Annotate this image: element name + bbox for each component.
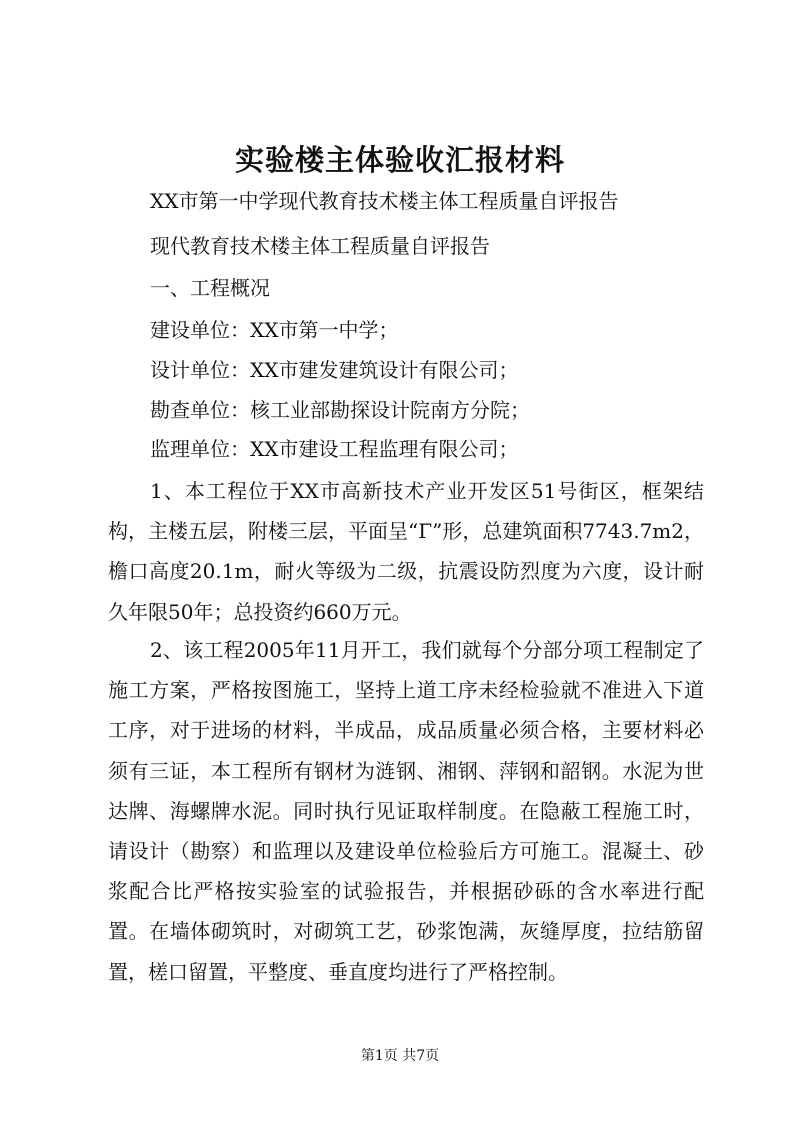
subtitle-report: 现代教育技术楼主体工程质量自评报告: [150, 234, 490, 258]
section-heading-overview: 一、工程概况: [150, 276, 270, 300]
page-title: 实验楼主体验收汇报材料: [234, 143, 565, 177]
info-survey-unit: 勘查单位：核工业部勘探设计院南方分院；: [150, 398, 530, 422]
subtitle-school-report: XX市第一中学现代教育技术楼主体工程质量自评报告: [150, 189, 619, 213]
info-construction-unit: 建设单位：XX市第一中学；: [150, 318, 399, 342]
info-design-unit: 设计单位：XX市建发建筑设计有限公司；: [150, 358, 519, 382]
info-supervision-unit: 监理单位：XX市建设工程监理有限公司；: [150, 437, 519, 461]
paragraph-project-location: 1、本工程位于XX市高新技术产业开发区51号街区，框架结构，主楼五层，附楼三层，平面呈“Γ”形，总建筑面积7743.7m2，檐口高度20.1m，耐火等级为二级，抗震设防烈度为六度，设计耐久年限50年；总投资约660万元。: [108, 479, 704, 624]
page-number-footer: 第1页 共7页: [360, 1048, 440, 1064]
paragraph-construction-process: 2、该工程2005年11月开工，我们就每个分部分项工程制定了施工方案，严格按图施工，坚持上道工序未经检验就不准进入下道工序，对于进场的材料，半成品，成品质量必须合格，主要材料必须有三证，本工程所有钢材为涟钢、湘钢、萍钢和韶钢。水泥为世达牌、海螺牌水泥。同时执行见证取样制度。在隐蔽工程施工时，请设计（勘察）和监理以及建设单位检验后方可施工。混凝土、砂浆配合比严格按实验室的试验报告，并根据砂砾的含水率进行配置。在墙体砌筑时，对砌筑工艺，砂浆饱满，灰缝厚度，拉结筋留置，槎口留置，平整度、垂直度均进行了严格控制。: [108, 638, 704, 984]
